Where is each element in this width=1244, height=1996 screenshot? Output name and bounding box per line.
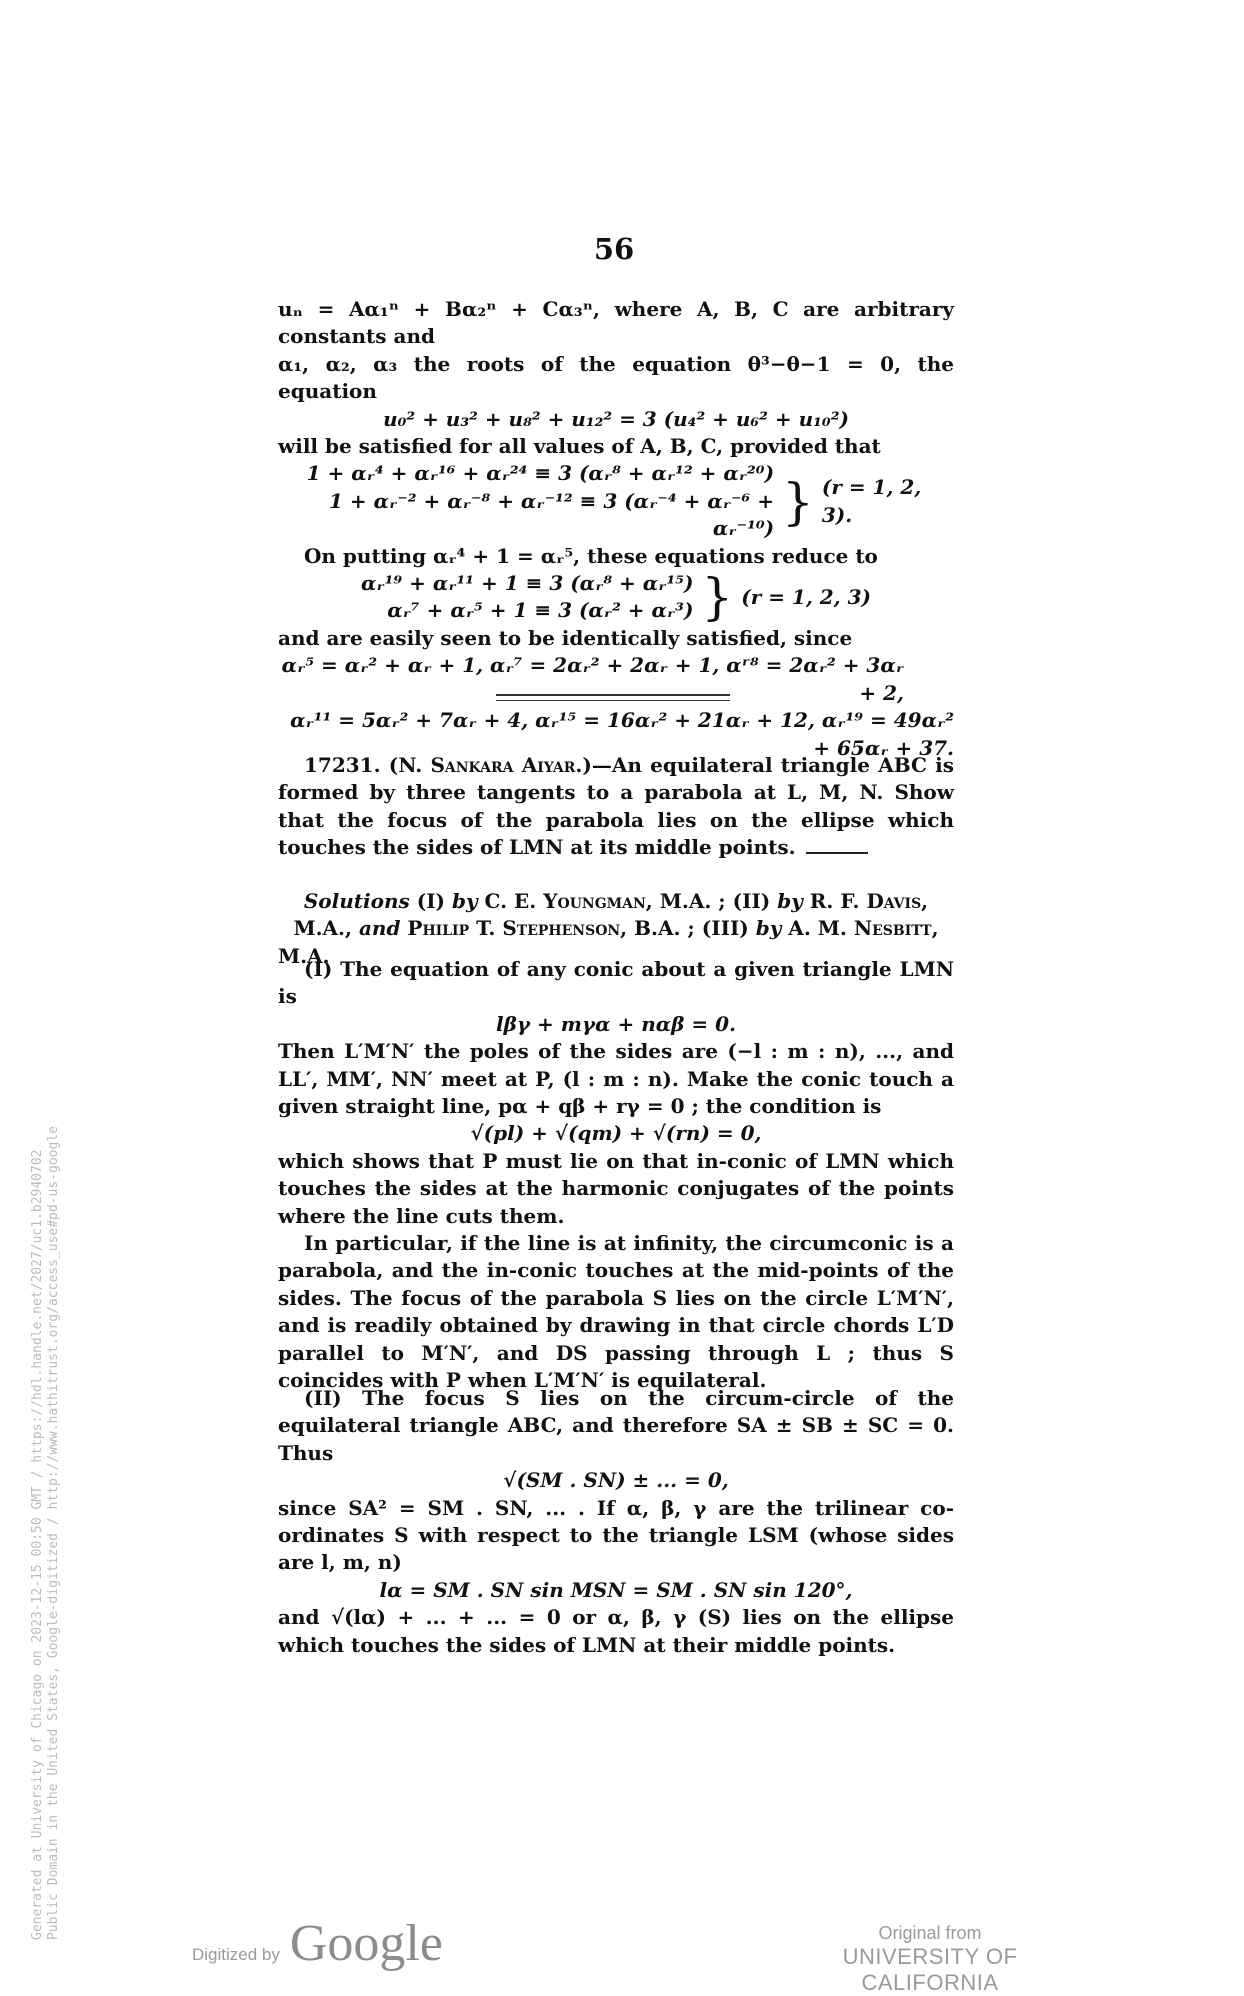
paragraph: and √(lα) + ... + ... = 0 or α, β, γ (S) lies on the ellipse which touches the sides of LMN at their middle points. bbox=[278, 1605, 954, 1657]
text-line: α₁, α₂, α₃ the roots of the equation θ³−θ−1 = 0, the equation bbox=[278, 351, 954, 404]
equation-system bbox=[278, 460, 954, 542]
end-rule bbox=[806, 842, 868, 854]
section-divider bbox=[496, 700, 730, 701]
digitized-by-google bbox=[192, 1914, 443, 1973]
paragraph: which shows that P must lie on that in-conic of LMN which touches the sides at the harmonic conjugates of the points where the line cuts them. bbox=[278, 1148, 954, 1228]
google-logo: Google bbox=[289, 1915, 443, 1972]
problem-author: Sankara Aiyar bbox=[430, 753, 576, 777]
problem-statement: 17231. (N. Sankara Aiyar.)—An equilateral triangle ABC is formed by three tangents to a parabola at L, M, N. Show that the focus of the parabola lies on the ellipse which touches the sides of LMN at its middle points. bbox=[278, 753, 954, 860]
equation-condition: (r = 1, 2, 3) bbox=[741, 584, 871, 609]
digitized-by-label: Digitized by bbox=[192, 1945, 280, 1964]
watermark-line: Public Domain in the United States, Google-digitized / http://www.hathitrust.org/access_use#pd-us-google bbox=[46, 1126, 61, 1940]
original-from bbox=[795, 1923, 1065, 1996]
side-watermark bbox=[0, 0, 60, 1975]
equation: √(SM . SN) ± ... = 0, bbox=[503, 1468, 729, 1493]
text-line: and are easily seen to be identically satisfied, since bbox=[278, 625, 853, 650]
paragraph: Then L′M′N′ the poles of the sides are (−l : m : n), ..., and LL′, MM′, NN′ meet at P, (l : m : n). Make the conic touch a given straight line, pα + qβ + rγ = 0 ; the condition is bbox=[278, 1039, 954, 1119]
equation-condition: (r = 1, 2, 3). bbox=[821, 475, 922, 527]
text-line: uₙ = Aα₁ⁿ + Bα₂ⁿ + Cα₃ⁿ, where A, B, C are arbitrary constants and bbox=[278, 297, 954, 349]
equation: 1 + αᵣ⁻² + αᵣ⁻⁸ + αᵣ⁻¹² ≡ 3 (αᵣ⁻⁴ + αᵣ⁻⁶ + αᵣ⁻¹⁰) bbox=[328, 488, 775, 541]
solution-1 bbox=[278, 956, 954, 1395]
brace: } bbox=[782, 472, 814, 531]
equation: αᵣ¹¹ = 5αᵣ² + 7αᵣ + 4, αᵣ¹⁵ = 16αᵣ² + 21αᵣ + 12, αᵣ¹⁹ = 49αᵣ² + 65αᵣ + 37. bbox=[290, 708, 954, 760]
paragraph: since SA² = SM . SN, ... . If α, β, γ are the trilinear co-ordinates S with respect to the triangle LSM (whose sides are l, m, n) bbox=[278, 1495, 954, 1575]
university-label: UNIVERSITY OF CALIFORNIA bbox=[842, 1944, 1018, 1995]
paragraph: In particular, if the line is at infinity, the circumconic is a parabola, and the in-conic touches at the mid-points of the sides. The focus of the parabola S lies on the circle L′M′N′, and is readily obtained by drawing in that circle chords L′D parallel to M′N′, and DS passing through L ; thus S coincides with P when L′M′N′ is equilateral. bbox=[278, 1231, 954, 1393]
equation: αᵣ¹⁹ + αᵣ¹¹ + 1 ≡ 3 (αᵣ⁸ + αᵣ¹⁵) bbox=[361, 571, 694, 596]
equation: u₀² + u₃² + u₈² + u₁₂² = 3 (u₄² + u₆² + u₁₀²) bbox=[383, 406, 849, 431]
solution-2 bbox=[278, 1385, 954, 1659]
solutions-heading: Solutions (I) by C. E. Youngman, M.A. ; (II) by R. F. Davis, M.A., and Philip T. Stephenson, B.A. ; (III) by A. M. Nesbitt, M.A. bbox=[278, 889, 939, 968]
watermark-line: Generated at University of Chicago on 2023-12-15 00:50 GMT / https://hdl.handle.net/2027/uc1.b2940702 bbox=[30, 1149, 45, 1940]
equation: 1 + αᵣ⁴ + αᵣ¹⁶ + αᵣ²⁴ ≡ 3 (αᵣ⁸ + αᵣ¹² + αᵣ²⁰) bbox=[306, 461, 775, 486]
equation-system bbox=[278, 570, 954, 625]
brace: } bbox=[701, 568, 734, 627]
paragraph: (II) The focus S lies on the circum-circle of the equilateral triangle ABC, and therefore SA ± SB ± SC = 0. Thus bbox=[278, 1386, 954, 1465]
equation: √(pl) + √(qm) + √(rn) = 0, bbox=[470, 1121, 762, 1146]
equation: lβγ + mγα + nαβ = 0. bbox=[496, 1011, 736, 1036]
original-from-label: Original from bbox=[878, 1923, 982, 1943]
text-line: On putting αᵣ⁴ + 1 = αᵣ⁵, these equations reduce to bbox=[304, 543, 878, 568]
text-line: will be satisfied for all values of A, B, C, provided that bbox=[278, 434, 881, 459]
paragraph: (I) The equation of any conic about a given triangle LMN is bbox=[278, 957, 954, 1009]
equation: lα = SM . SN sin MSN = SM . SN sin 120°, bbox=[379, 1577, 853, 1602]
section-divider bbox=[496, 694, 730, 696]
problem-number: 17231. bbox=[304, 753, 381, 777]
page-number: 56 bbox=[593, 232, 635, 266]
continued-solution bbox=[278, 296, 954, 762]
equation: αᵣ⁷ + αᵣ⁵ + 1 ≡ 3 (αᵣ² + αᵣ³) bbox=[387, 598, 694, 623]
problem-17231 bbox=[278, 752, 954, 862]
equation: αᵣ⁵ = αᵣ² + αᵣ + 1, αᵣ⁷ = 2αᵣ² + 2αᵣ + 1, αʳ⁸ = 2αᵣ² + 3αᵣ + 2, bbox=[281, 653, 904, 705]
